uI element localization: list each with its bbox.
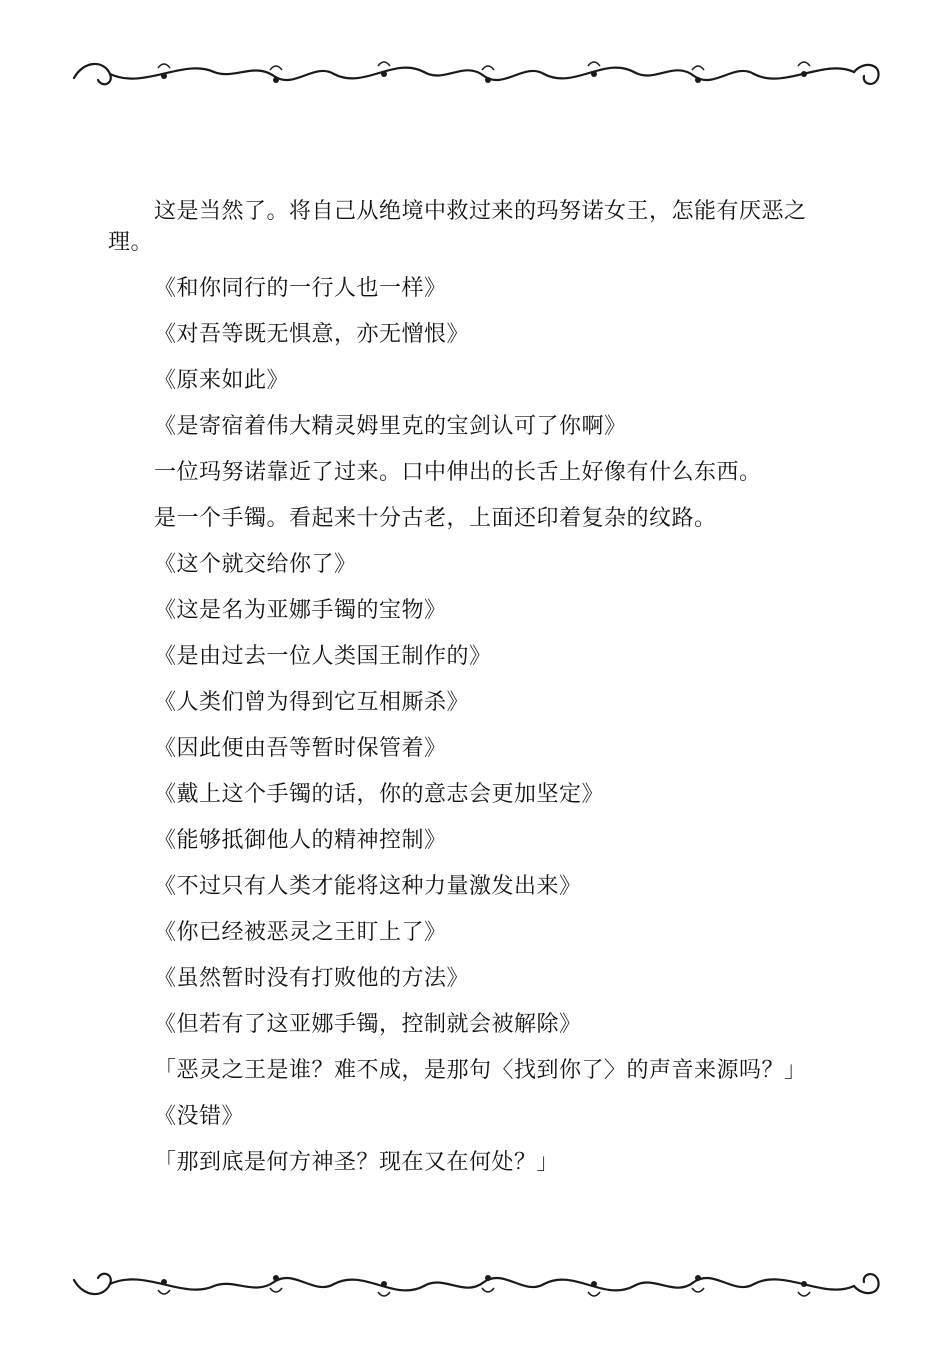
vine-scroll-icon xyxy=(64,1258,888,1308)
paragraph: 这是当然了。将自己从绝境中救过来的玛努诺女王，怎能有厌恶之理。 xyxy=(108,199,807,255)
paragraph: 《和你同行的一行人也一样》 xyxy=(154,276,447,301)
paragraph: 《原来如此》 xyxy=(154,368,290,393)
paragraph: 《这个就交给你了》 xyxy=(154,552,357,577)
paragraph: 《是由过去一位人类国王制作的》 xyxy=(154,644,492,669)
paragraph: 《是寄宿着伟大精灵姆里克的宝剑认可了你啊》 xyxy=(154,414,627,439)
paragraph: 是一个手镯。看起来十分古老，上面还印着复杂的纹路。 xyxy=(154,506,717,531)
paragraph: 《但若有了这亚娜手镯，控制就会被解除》 xyxy=(154,1012,582,1037)
bottom-ornament-border xyxy=(64,1258,888,1308)
paragraph: 《能够抵御他人的精神控制》 xyxy=(154,828,447,853)
paragraph: 一位玛努诺靠近了过来。口中伸出的长舌上好像有什么东西。 xyxy=(154,460,762,485)
paragraph: 《戴上这个手镯的话，你的意志会更加坚定》 xyxy=(154,782,605,807)
paragraph: 「恶灵之王是谁？难不成，是那句〈找到你了〉的声音来源吗？」 xyxy=(154,1058,807,1083)
paragraph: 《不过只有人类才能将这种力量激发出来》 xyxy=(154,874,582,899)
body-text xyxy=(108,196,850,1194)
paragraph: 《因此便由吾等暂时保管着》 xyxy=(154,736,447,761)
paragraph: 「那到底是何方神圣？现在又在何处？」 xyxy=(154,1150,560,1175)
paragraph: 《这是名为亚娜手镯的宝物》 xyxy=(154,598,447,623)
top-ornament-border xyxy=(64,50,888,100)
paragraph: 《对吾等既无惧意，亦无憎恨》 xyxy=(154,322,470,347)
paragraph: 《虽然暂时没有打败他的方法》 xyxy=(154,966,470,991)
paragraph: 《人类们曾为得到它互相厮杀》 xyxy=(154,690,470,715)
vine-scroll-icon xyxy=(64,50,888,100)
paragraph: 《没错》 xyxy=(154,1104,245,1129)
paragraph: 《你已经被恶灵之王盯上了》 xyxy=(154,920,447,945)
